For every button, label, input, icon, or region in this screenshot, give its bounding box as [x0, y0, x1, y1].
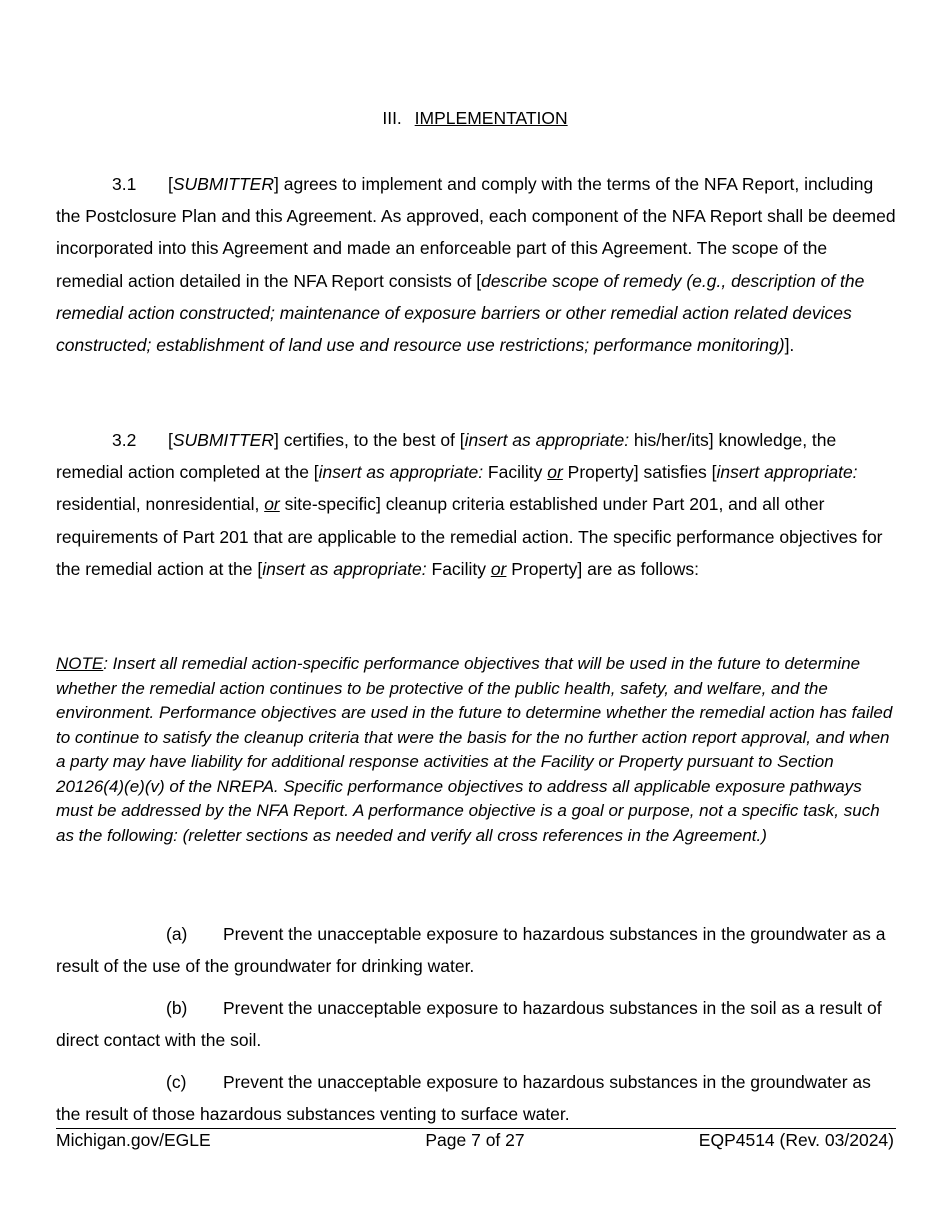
paragraph-number: 3.2: [112, 430, 137, 450]
item-label: (c): [166, 1072, 187, 1092]
item-text: Prevent the unacceptable exposure to hazardous substances in the soil as a result of direct contact with the soil.: [56, 998, 882, 1051]
footer-page-number: Page 7 of 27: [425, 1130, 525, 1150]
item-label: (a): [166, 924, 188, 944]
item-label: (b): [166, 998, 188, 1018]
item-text: Prevent the unacceptable exposure to hazardous substances in the groundwater as the result of those hazardous substances venting to surface water.: [56, 1072, 871, 1125]
section-heading: [0, 108, 950, 129]
paragraph-3-2: 3.2 [SUBMITTER] certifies, to the best of [insert as appropriate: his/her/its] knowledge, the remedial action completed at the [insert as appropriate: Facility or Property] satisfies [insert appropriate: residential, nonresidential, or site-specific] cleanup criteria established under Part 201, and all other requirements of Part 201 that are applicable to the remedial action. The specific performance objectives for the remedial action at the [insert as appropriate: Facility or Property] are as follows:: [56, 424, 896, 585]
footer-form-number: EQP4514 (Rev. 03/2024): [698, 1130, 894, 1150]
footer-website: Michigan.gov/EGLE: [56, 1130, 211, 1150]
note-text: : Insert all remedial action-specific performance objectives that will be used in the future to determine whether the remedial action continues to be protective of the public health, safety, and welfare, and the environment. Performance objectives are used in the future to determine whether the remedial action has failed to continue to satisfy the cleanup criteria that were the basis for the no further action report approval, and when a party may have liability for additional response activities at the Facility or Property pursuant to Section 20126(4)(e)(v) of the NREPA. Specific performance objectives to address all applicable exposure pathways must be addressed by the NFA Report. A performance objective is a goal or purpose, not a specific task, such as the following: (reletter sections as needed and verify all cross references in the Agreement.): [56, 654, 893, 845]
objective-item-c: [56, 1066, 896, 1130]
footer-divider: [56, 1128, 896, 1129]
paragraph-3-1: 3.1 [SUBMITTER] agrees to implement and comply with the terms of the NFA Report, including the Postclosure Plan and this Agreement. As approved, each component of the NFA Report shall be deemed incorporated into this Agreement and made an enforceable part of this Agreement. The scope of the remedial action detailed in the NFA Report consists of [describe scope of remedy (e.g., description of the remedial action constructed; maintenance of exposure barriers or other remedial action related devices constructed; establishment of land use and resource use restrictions; performance monitoring)].: [56, 168, 896, 361]
submitter-placeholder: SUBMITTER: [172, 174, 274, 194]
objective-item-a: [56, 918, 896, 982]
remedy-scope-placeholder: describe scope of remedy (e.g., description of the remedial action constructed; maintenance of exposure barriers or other remedial action related devices constructed; establishment of land use and resource use restrictions; performance monitoring): [56, 270, 865, 356]
section-title: IMPLEMENTATION: [414, 108, 568, 128]
note-block: [56, 652, 896, 848]
objective-item-b: [56, 992, 896, 1056]
submitter-placeholder: SUBMITTER: [172, 430, 274, 450]
section-number: III.: [382, 108, 402, 128]
note-label: NOTE: [56, 654, 104, 673]
paragraph-number: 3.1: [112, 174, 137, 194]
item-text: Prevent the unacceptable exposure to hazardous substances in the groundwater as a result of the use of the groundwater for drinking water.: [56, 924, 886, 977]
